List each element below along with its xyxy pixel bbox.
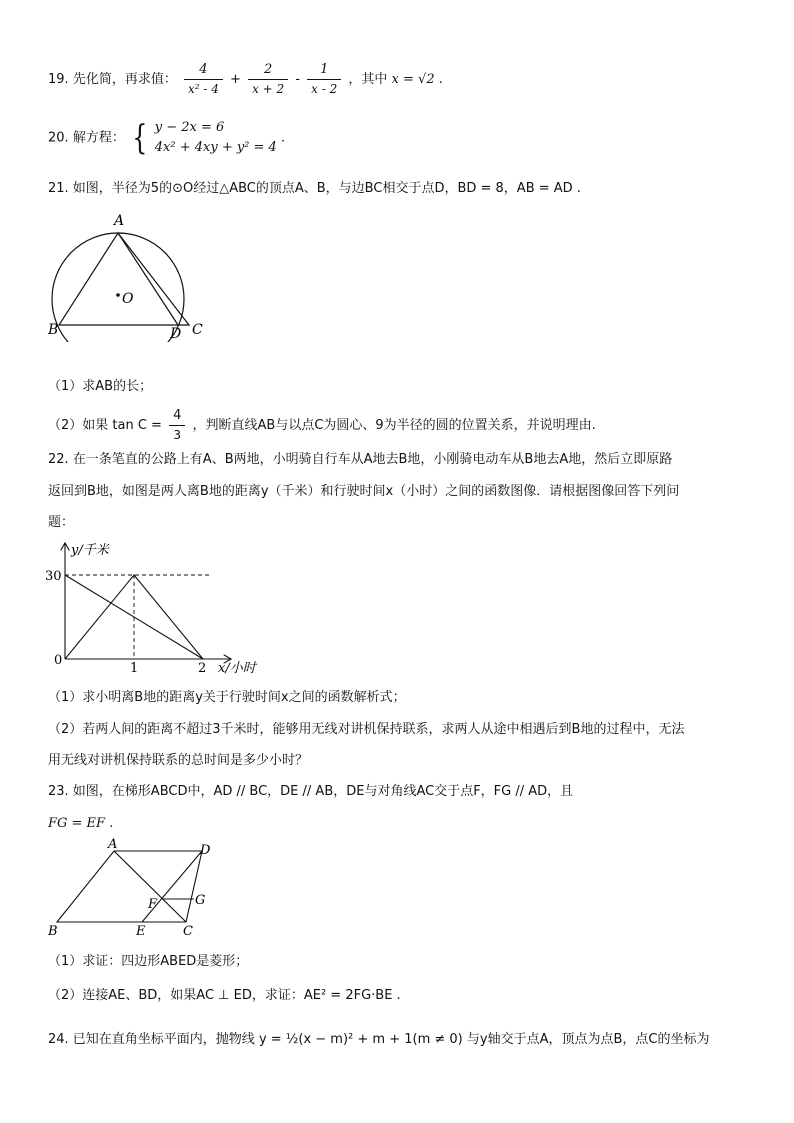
q20-brace: { <box>132 118 148 158</box>
q22-part-2-line-1: （2）若两人间的距离不超过3千米时，能够用无线对讲机保持联系，求两人从途中相遇后到B地的过程中，无法 <box>48 722 685 737</box>
q23-label-a: A <box>108 838 118 852</box>
q21-part-2-suffix: ，判断直线AB与以点C为圆心、9为半径的圆的位置关系，并说明理由. <box>192 418 596 433</box>
q19-end: . <box>438 72 443 87</box>
q22-x-tick-1: 1 <box>130 661 139 676</box>
q24-line-1: 24. 已知在直角坐标平面内，抛物线 y = ½(x − m)² + m + 1(m ≠ 0) 与y轴交于点A，顶点为点B，点C的坐标为 <box>48 1032 710 1047</box>
q22-line-3: 题： <box>48 515 75 530</box>
q22-line-2: 返回到B地，如图是两人离B地的距离y（千米）和行驶时间x（小时）之间的函数图像．请根据图像回答下列问 <box>48 484 680 499</box>
q23-trapezoid-figure <box>44 838 234 938</box>
q20-end: . <box>280 130 286 146</box>
q20-text: 解方程： <box>72 130 125 146</box>
question-19 <box>48 62 443 97</box>
q23-label-e: E <box>136 924 146 938</box>
q20-system <box>155 118 277 158</box>
question-20 <box>48 118 285 158</box>
q22-origin-label: 0 <box>54 653 63 668</box>
q19-minus: - <box>295 72 301 87</box>
q21-label-d: D <box>170 326 182 342</box>
q21-part-2 <box>48 408 596 443</box>
q19-fraction-2: $\frac{2}{x + 2}$ <box>248 62 288 97</box>
q22-y-axis-label: y/千米 <box>71 543 109 558</box>
q21-line: 21. 如图，半径为5的⊙O经过△ABC的顶点A、B，与边BC相交于点D，BD = 8，AB = AD . <box>48 181 581 196</box>
q23-label-b: B <box>48 924 58 938</box>
q19-text: 先化简，再求值： <box>72 72 177 87</box>
q21-part-1: （1）求AB的长； <box>48 379 153 394</box>
q22-part-1: （1）求小明离B地的距离y关于行驶时间x之间的函数解析式； <box>48 690 406 705</box>
q23-label-c: C <box>183 924 193 938</box>
q23-part-2: （2）连接AE、BD，如果AC ⊥ ED，求证：AE² = 2FG·BE . <box>48 988 401 1003</box>
q19-tail: ，其中 <box>348 72 388 87</box>
q20-equation-1: y − 2x = 6 <box>154 120 225 135</box>
q19-fraction-1: $\frac{4}{\text{x² - 4}}$ <box>184 62 223 97</box>
q21-label-o: O <box>122 291 134 307</box>
q20-equation-2: 4x² + 4xy + y² = 4 <box>154 140 277 155</box>
q23-line-2: FG = EF . <box>48 816 114 831</box>
q22-y-tick-30: 30 <box>45 569 62 584</box>
q22-part-2-line-2: 用无线对讲机保持联系的总时间是多少小时？ <box>48 753 309 768</box>
q22-x-tick-2: 2 <box>198 661 207 676</box>
q22-x-axis-label: x/小时 <box>218 661 256 676</box>
q21-figure-circle-triangle <box>44 212 244 342</box>
q19-fraction-3: $\frac{1}{x - 2}$ <box>307 62 341 97</box>
q23-part-1: （1）求证：四边形ABED是菱形； <box>48 954 249 969</box>
q20-number: 20. <box>48 130 69 146</box>
q19-condition: x = √2 <box>391 72 435 87</box>
q22-line-1: 22. 在一条笔直的公路上有A、B两地，小明骑自行车从A地去B地，小刚骑电动车从B地去A地，然后立即原路 <box>48 452 673 467</box>
q23-line-1: 23. 如图，在梯形ABCD中，AD // BC，DE // AB，DE与对角线AC交于点F，FG // AD，且 <box>48 784 574 799</box>
q22-function-graph <box>40 538 280 678</box>
q23-label-f: F <box>148 897 158 912</box>
q23-label-d: D <box>200 843 211 858</box>
q21-part-2-prefix: （2）如果 tan C = <box>48 418 162 433</box>
q21-tan-fraction: $\frac{4}{3}$ <box>169 408 185 443</box>
q19-number: 19. <box>48 72 69 87</box>
q19-plus: + <box>230 72 241 87</box>
q21-label-a: A <box>114 213 125 229</box>
q21-label-b: B <box>48 322 59 338</box>
q23-label-g: G <box>195 893 206 908</box>
q21-label-c: C <box>192 322 203 338</box>
